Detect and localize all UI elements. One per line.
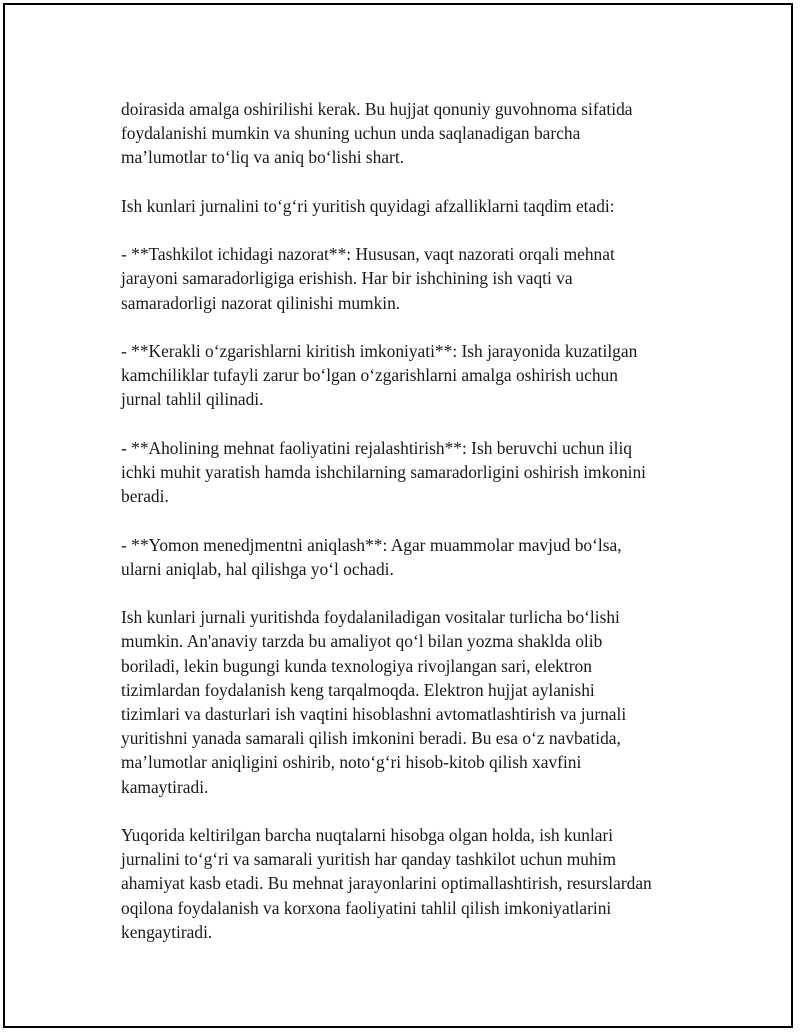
paragraph-gap <box>121 799 701 823</box>
text-line: ichki muhit yaratish hamda ishchilarning samaradorligini oshirish imkonini <box>121 461 647 482</box>
paragraph <box>121 436 701 509</box>
text-line: tizimlari va dasturlari ish vaqtini hisoblashni avtomatlashtirish va jurnali <box>121 703 627 724</box>
text-line: jarayoni samaradorligiga erishish. Har bir ishchining ish vaqti va <box>121 268 573 289</box>
paragraph-gap <box>121 315 701 339</box>
text-line: kamaytiradi. <box>121 776 209 797</box>
text-line: - **Aholining mehnat faoliyatini rejalashtirish**: Ish beruvchi uchun iliq <box>121 437 632 458</box>
text-line: boriladi, lekin bugungi kunda texnologiya rivojlangan sari, elektron <box>121 655 592 676</box>
text-line: oqilona foydalanish va korxona faoliyatini tahlil qilish imkoniyatlarini <box>121 897 612 918</box>
paragraph-gap <box>121 508 701 532</box>
text-line: - **Yomon menedjmentni aniqlash**: Agar muammolar mavjud bo‘lsa, <box>121 534 622 555</box>
text-line: yuritishni yanada samarali qilish imkonini beradi. Bu esa o‘z navbatida, <box>121 728 621 749</box>
text-line: doirasida amalga oshirilishi kerak. Bu hujjat qonuniy guvohnoma sifatida <box>121 99 633 119</box>
text-line: mumkin. An'anaviy tarzda bu amaliyot qo‘l bilan yozma shaklda olib <box>121 631 603 652</box>
text-line: jurnalini to‘g‘ri va samarali yuritish har qanday tashkilot uchun muhim <box>121 849 617 870</box>
text-line: Yuqorida keltirilgan barcha nuqtalarni hisobga olgan holda, ish kunlari <box>121 824 614 845</box>
paragraph-gap <box>121 170 701 194</box>
paragraph <box>121 823 701 944</box>
text-line: Ish kunlari jurnalini to‘g‘ri yuritish quyidagi afzalliklarni taqdim etadi: <box>121 195 615 216</box>
paragraph <box>121 339 701 412</box>
text-line: - **Tashkilot ichidagi nazorat**: Hususan, vaqt nazorati orqali mehnat <box>121 244 615 265</box>
text-line: ularni aniqlab, hal qilishga yo‘l ochadi. <box>121 558 394 579</box>
document-page <box>3 3 793 1028</box>
text-line: ma’lumotlar aniqligini oshirib, noto‘g‘ri hisob-kitob qilish xavfini <box>121 752 582 773</box>
text-line: ahamiyat kasb etadi. Bu mehnat jarayonlarini optimallashtirish, resurslardan <box>121 873 652 894</box>
text-line: foydalanishi mumkin va shuning uchun unda saqlanadigan barcha <box>121 123 581 144</box>
text-line: ma’lumotlar to‘liq va aniq bo‘lishi shart. <box>121 147 405 168</box>
paragraph <box>121 242 701 315</box>
text-line: kamchiliklar tufayli zarur bo‘lgan o‘zgarishlarni amalga oshirish uchun <box>121 365 618 386</box>
paragraph <box>121 194 701 218</box>
text-line: jurnal tahlil qilinadi. <box>121 389 264 410</box>
text-line: Ish kunlari jurnali yuritishda foydalaniladigan vositalar turlicha bo‘lishi <box>121 607 620 628</box>
paragraph <box>121 533 701 581</box>
paragraph-gap <box>121 218 701 242</box>
text-line: beradi. <box>121 486 169 507</box>
paragraph-gap <box>121 581 701 605</box>
paragraph <box>121 605 701 799</box>
paragraph-gap <box>121 412 701 436</box>
text-line: tizimlardan foydalanish keng tarqalmoqda. Elektron hujjat aylanishi <box>121 679 595 700</box>
text-line: - **Kerakli o‘zgarishlarni kiritish imkoniyati**: Ish jarayonida kuzatilgan <box>121 340 638 361</box>
document-body <box>121 97 701 944</box>
paragraph <box>121 97 701 170</box>
text-line: samaradorligi nazorat qilinishi mumkin. <box>121 292 401 313</box>
text-line: kengaytiradi. <box>121 921 213 942</box>
